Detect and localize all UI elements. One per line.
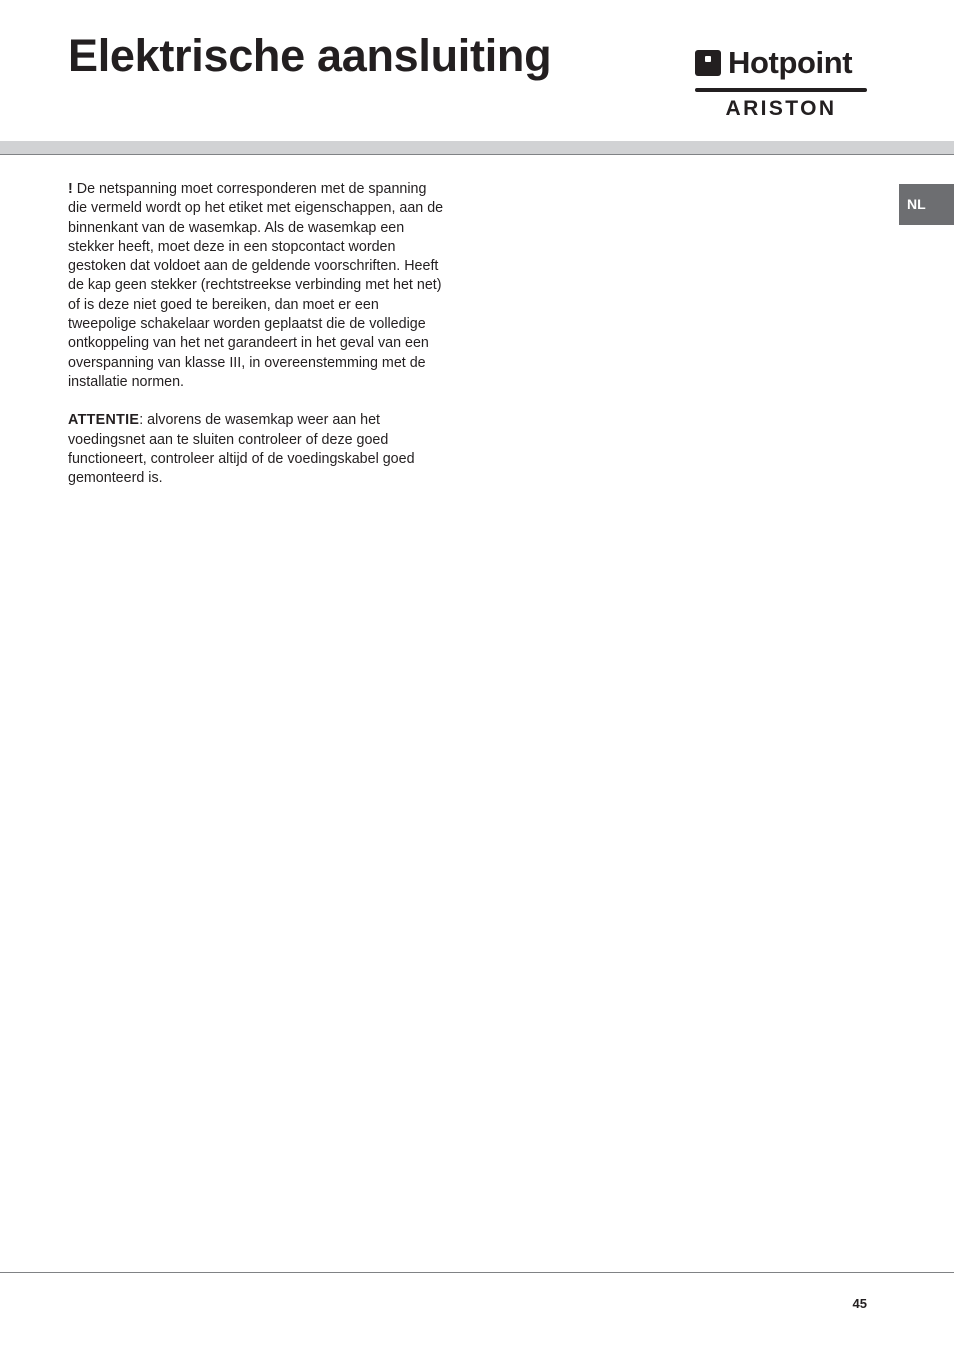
warning-mark: ! (68, 181, 73, 197)
hotpoint-square-notch (705, 56, 711, 62)
warning-paragraph (68, 180, 448, 392)
brand-logo-rule (695, 88, 867, 92)
brand-name: Hotpoint (728, 45, 853, 80)
attention-label: ATTENTIE (68, 412, 140, 429)
brand-logo (694, 46, 868, 122)
page-number: 45 (852, 1296, 867, 1311)
attention-text: : alvorens de wasemkap weer aan het voedingsnet aan te sluiten controleer of deze goed functioneert, controleer altijd of de voedingskabel goed gemonteerd is. (68, 412, 415, 487)
warning-text: De netspanning moet corresponderen met de spanning die vermeld wordt op het etiket met eigenschappen, aan de binnenkant van de wasemkap. Als de wasemkap een stekker heeft, moet deze in een stopcontact worden gestoken dat voldoet aan de geldende voorschriften. Heeft de kap geen stekker (rechtstreekse verbinding met het net) of is deze niet goed te bereiken, dan moet er een tweepolige schakelaar worden geplaatst die de volledige ontkoppeling van het net garandeert in het geval van een overspanning van klasse III, in overeenstemming met de installatie normen. (68, 181, 444, 390)
header-band (0, 141, 954, 155)
hotpoint-square-icon (695, 50, 721, 76)
footer-rule (0, 1272, 954, 1273)
brand-sub: ARISTON (725, 97, 837, 120)
brand-logo-top (694, 46, 868, 82)
page-title: Elektrische aansluiting (68, 30, 552, 81)
body-text (68, 180, 448, 488)
language-tab: NL (899, 184, 954, 225)
attention-paragraph (68, 411, 448, 488)
